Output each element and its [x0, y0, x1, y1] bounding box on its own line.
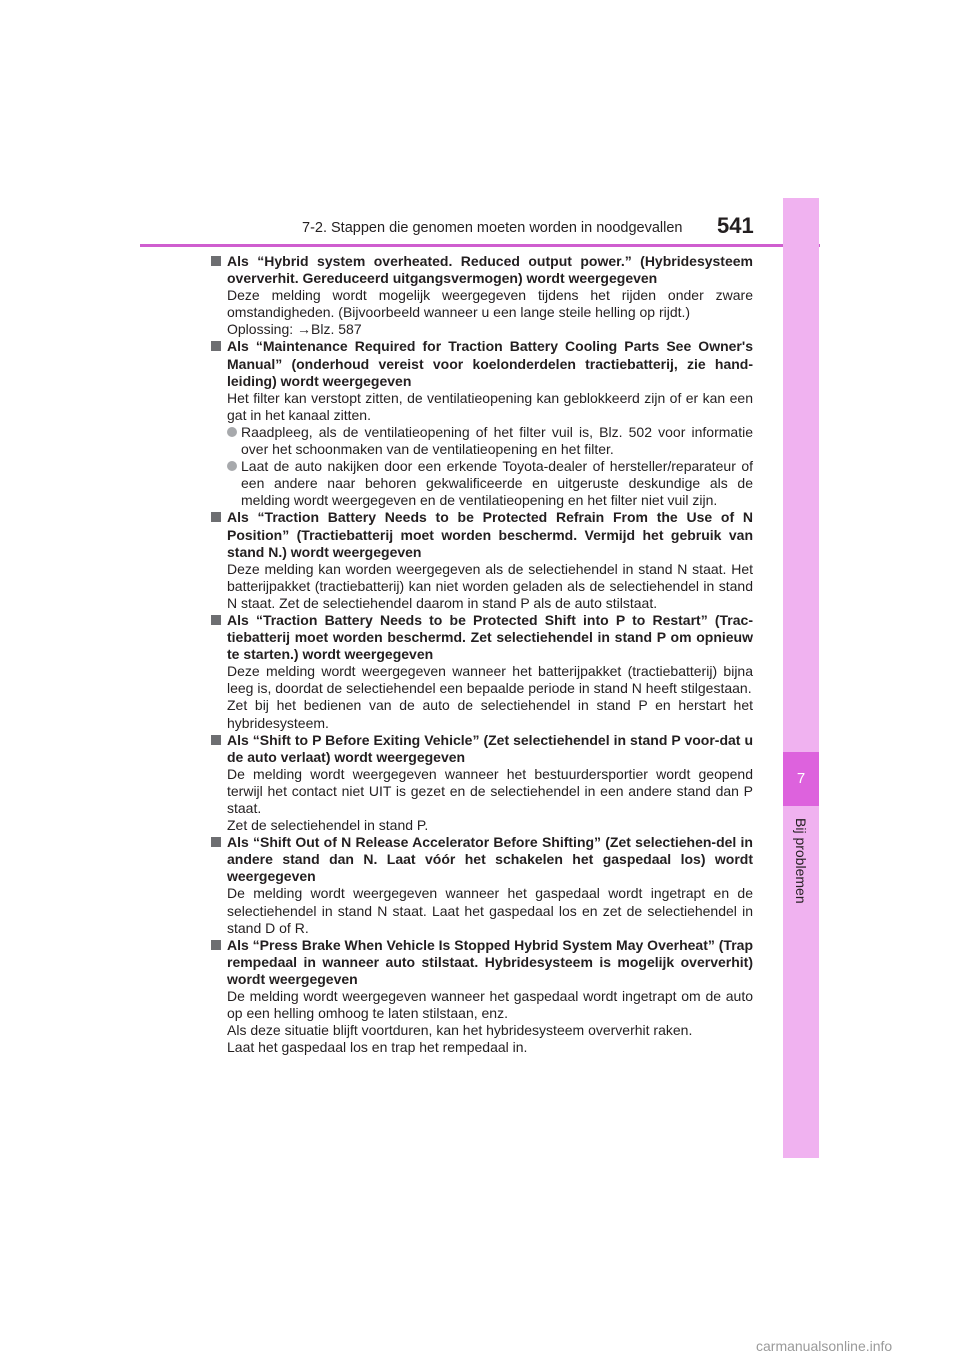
chapter-number: 7	[796, 770, 806, 787]
message-heading	[211, 612, 753, 663]
message-paragraph: Deze melding wordt weergegeven wanneer het batterijpakket (tractiebatterij) bijna leeg is, doordat de selectiehendel een bepaalde periode in stand N heeft stilgestaan.	[227, 663, 753, 697]
page-header	[140, 206, 820, 247]
message-paragraph: Het filter kan verstopt zitten, de ventilatieopening kan geblokkeerd zijn of er kan een gat in het kanaal zitten.	[227, 389, 753, 423]
square-bullet-icon	[211, 615, 221, 625]
message-paragraph: Laat het gaspedaal los en trap het rempedaal in.	[227, 1039, 528, 1056]
message-section	[211, 834, 753, 937]
message-paragraph: Zet de selectiehendel in stand P.	[227, 817, 429, 834]
message-heading-text: Als “Hybrid system overheated. Reduced output power.” (Hybridesysteem oververhit. Gereduceerd uitgangsvermogen) wordt weergegeven	[227, 253, 753, 287]
message-heading-text: Als “Shift to P Before Exiting Vehicle” (Zet selectiehendel in stand P voor-dat u de auto verlaat) wordt weergegeven	[227, 731, 753, 765]
message-heading	[211, 834, 753, 885]
message-section	[211, 612, 753, 732]
message-heading-text: Als “Traction Battery Needs to be Protected Shift into P to Restart” (Trac-tiebatterij moet worden beschermd. Zet selectiehendel in stand P om opnieuw te starten.) wordt weergegeven	[227, 611, 753, 663]
page-number: 541	[717, 213, 754, 238]
message-section	[211, 937, 753, 1057]
message-heading-text: Als “Maintenance Required for Traction Battery Cooling Parts See Owner's Manual” (onderhoud vereist voor koelonderdelen tractiebatterij, zie hand-leiding) wordt weergegeven	[227, 338, 753, 389]
message-paragraph: Deze melding wordt mogelijk weergegeven tijdens het rijden onder zware omstandigheden. (Bijvoorbeeld wanneer u een lange steile helling op rijdt.)	[227, 287, 753, 321]
message-paragraph: De melding wordt weergegeven wanneer het bestuurdersportier wordt geopend terwijl het contact niet UIT is gezet en de selectiehendel in een andere stand dan P staat.	[227, 765, 753, 816]
message-heading-text: Als “Traction Battery Needs to be Protected Refrain From the Use of N Position” (Tractiebatterij moet worden beschermd. Vermijd het gebruik van stand N.) wordt weergegeven	[227, 509, 753, 560]
message-heading-text: Als “Shift Out of N Release Accelerator Before Shifting” (Zet selectiehen-del in andere stand dan N. Laat vóór het schakelen het gaspedaal los) wordt weergegeven	[227, 834, 753, 885]
message-section	[211, 732, 753, 835]
message-heading	[211, 509, 753, 560]
list-item-text: Laat de auto nakijken door een erkende Toyota-dealer of hersteller/reparateur of een andere naar behoren gekwalificeerde en uitgeruste deskundige als de melding wordt weergegeven en de ventilatieopening en het filter niet vuil zijn.	[241, 458, 753, 509]
message-section	[211, 253, 753, 338]
list-item-text: Raadpleeg, als de ventilatieopening of het filter vuil is, Blz. 502 voor informatie over het schoonmaken van de ventilatieopening en het filter.	[241, 423, 753, 458]
message-paragraph: De melding wordt weergegeven wanneer het gaspedaal wordt ingetrapt en de selectiehendel in stand N staat. Laat het gaspedaal los en zet de selectiehendel in stand D of R.	[227, 885, 753, 936]
watermark: carmanualsonline.info	[756, 1338, 893, 1354]
square-bullet-icon	[211, 837, 221, 847]
message-heading-text: Als “Press Brake When Vehicle Is Stopped Hybrid System May Overheat” (Trap rempedaal in wanneer auto stilstaat. Hybridesysteem is mogelijk oververhit) wordt weergegeven	[227, 936, 753, 987]
message-paragraph: Deze melding kan worden weergegeven als de selectiehendel in stand N staat. Het batterijpakket (tractiebatterij) kan niet worden geladen als de selectiehendel in stand N staat. Zet de selectiehendel daarom in stand P als de auto stilstaat.	[227, 560, 753, 611]
message-heading	[211, 732, 753, 766]
page-content	[211, 253, 753, 1056]
square-bullet-icon	[211, 512, 221, 522]
section-title: 7-2. Stappen die genomen moeten worden in noodgevallen	[302, 220, 683, 236]
chapter-tab-strip	[783, 198, 819, 1158]
circle-bullet-icon	[227, 427, 237, 437]
list-item	[211, 458, 753, 509]
circle-bullet-icon	[227, 461, 237, 471]
square-bullet-icon	[211, 256, 221, 266]
list-item	[211, 424, 753, 458]
message-paragraph: Zet bij het bedienen van de auto de selectiehendel in stand P en herstart het hybridesysteem.	[227, 697, 753, 731]
message-section	[211, 338, 753, 509]
square-bullet-icon	[211, 940, 221, 950]
square-bullet-icon	[211, 735, 221, 745]
message-heading	[211, 937, 753, 988]
message-heading	[211, 253, 753, 287]
message-paragraph: Als deze situatie blijft voortduren, kan het hybridesysteem oververhit raken.	[227, 1022, 693, 1039]
square-bullet-icon	[211, 341, 221, 351]
message-section	[211, 509, 753, 612]
message-paragraph: Oplossing: →Blz. 587	[227, 321, 362, 338]
message-heading	[211, 338, 753, 389]
chapter-label: Bij problemen	[793, 818, 809, 904]
message-paragraph: De melding wordt weergegeven wanneer het gaspedaal wordt ingetrapt om de auto op een helling omhoog te laten stilstaan, enz.	[227, 988, 753, 1022]
